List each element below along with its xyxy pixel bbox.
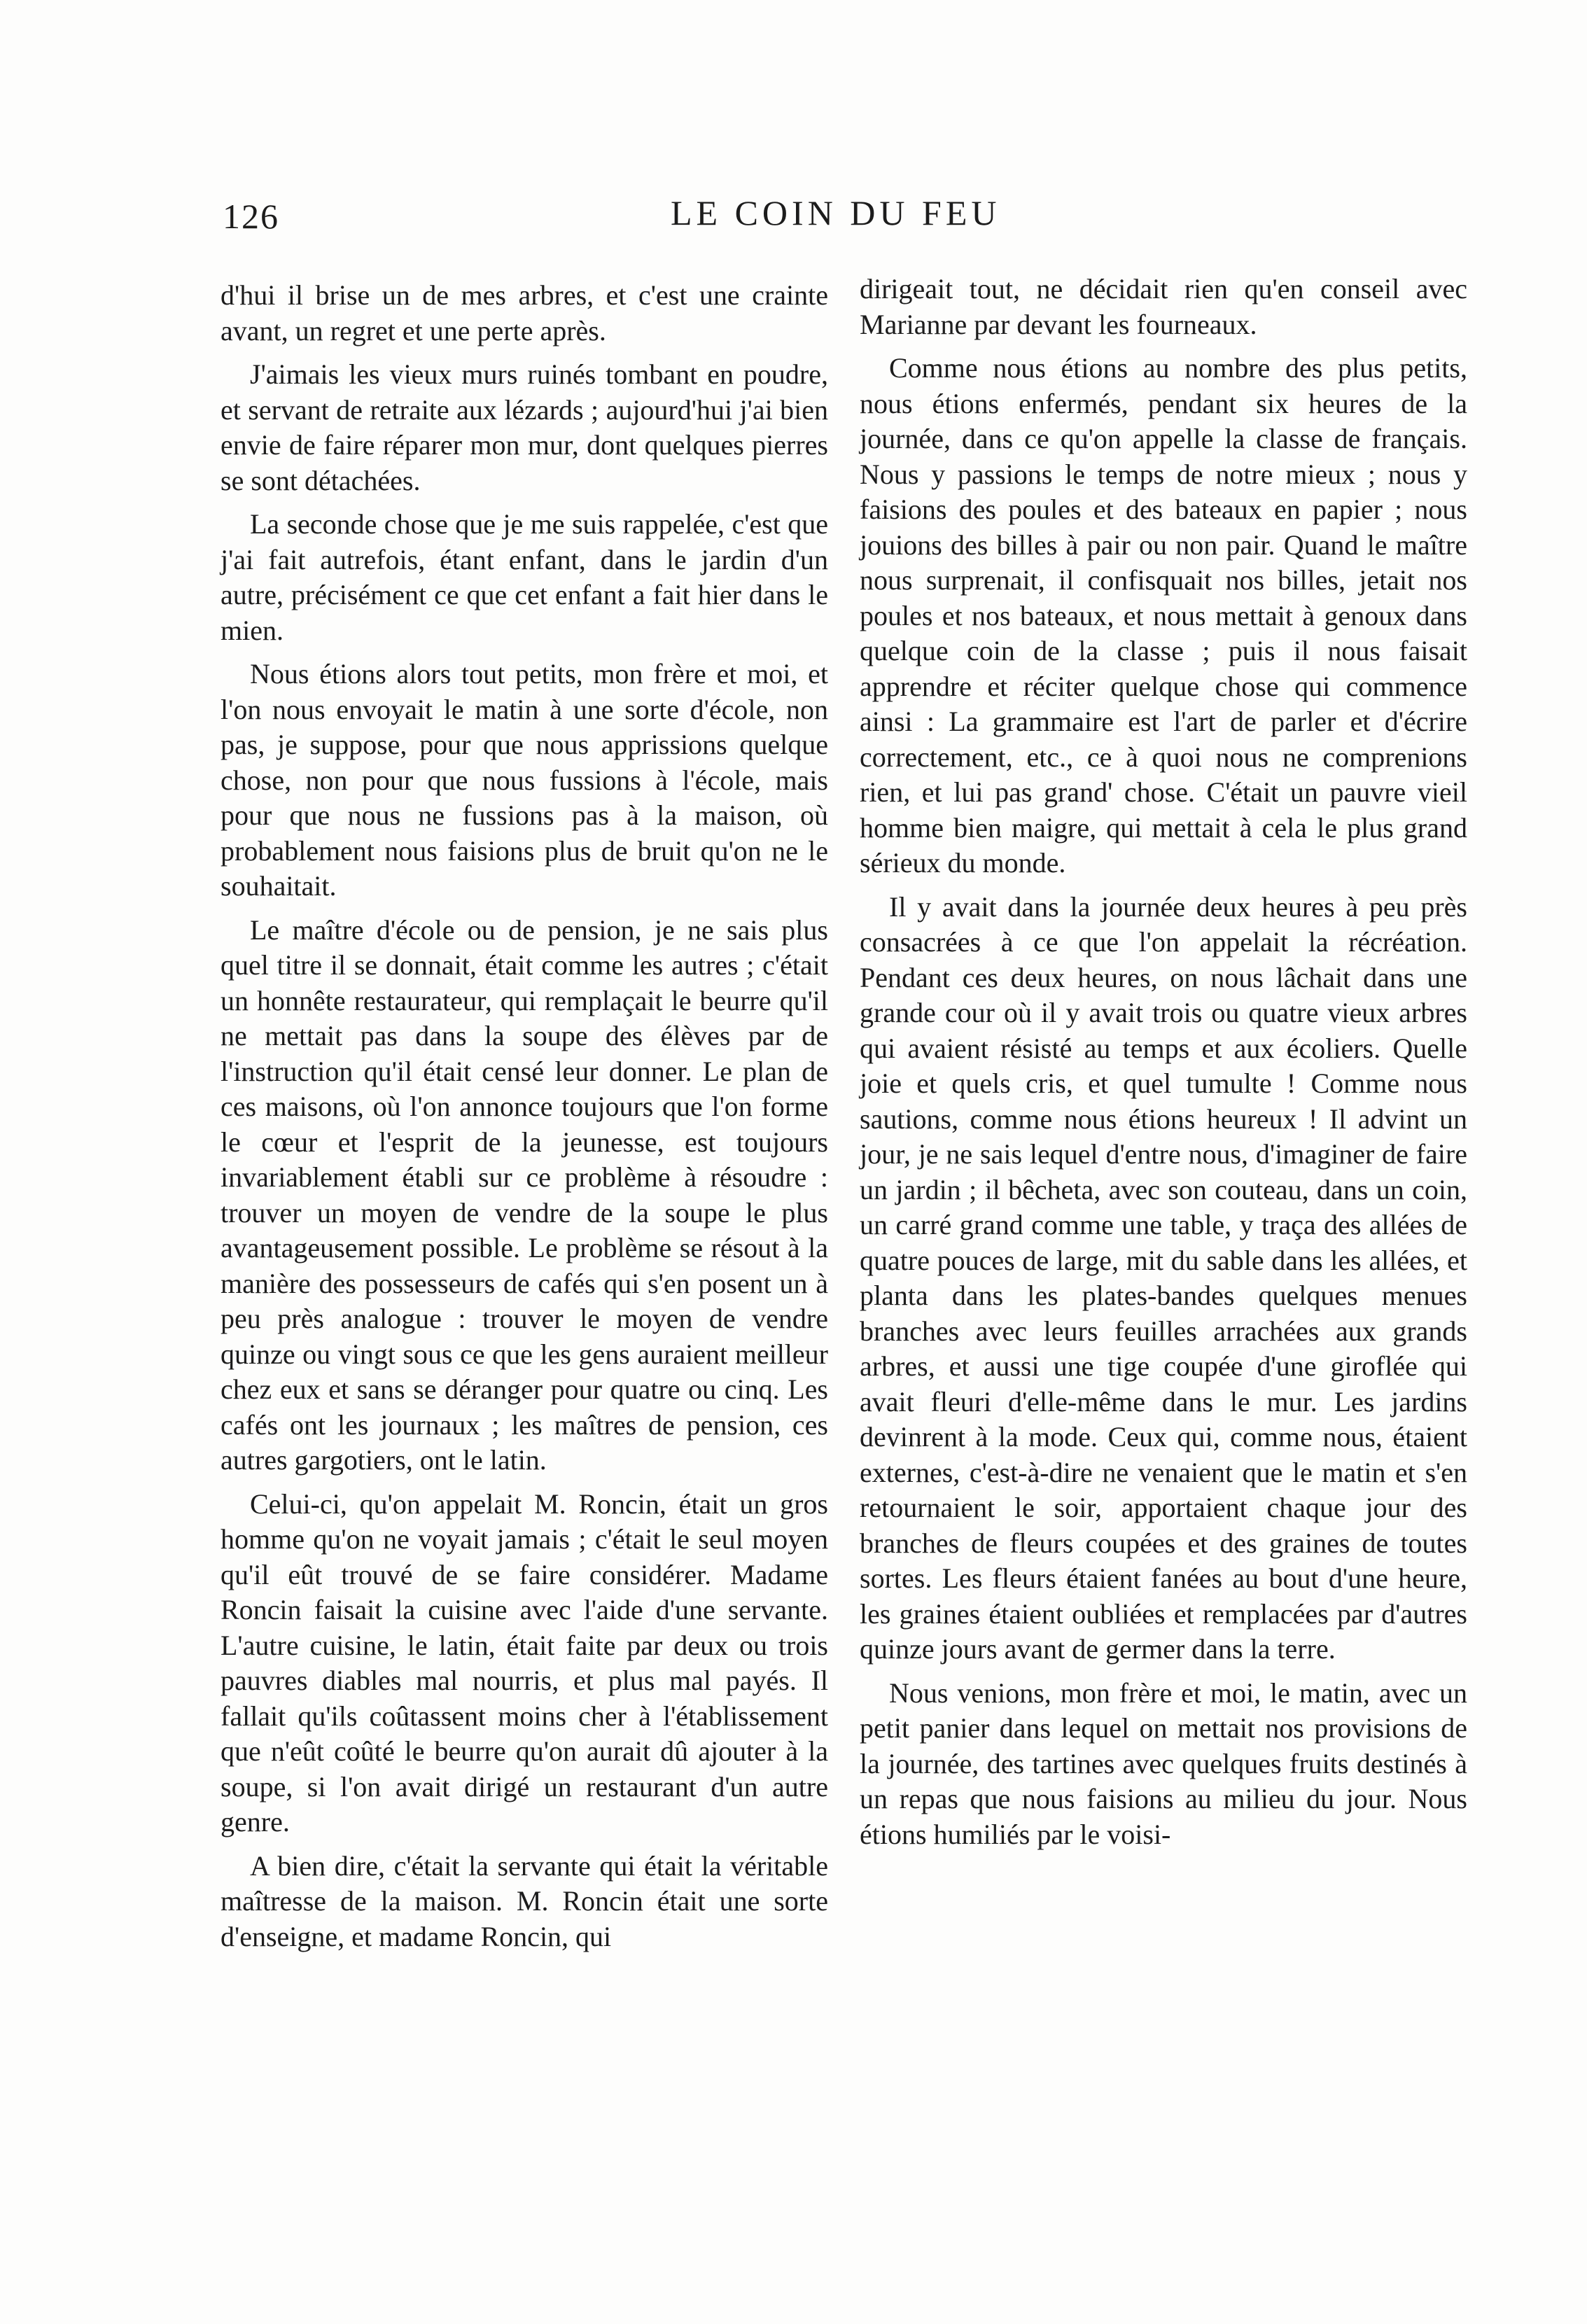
page-number: 126 — [223, 197, 279, 236]
paragraph: dirigeait tout, ne décidait rien qu'en conseil avec Marianne par devant les fourneaux. — [860, 273, 1467, 340]
paragraph: Comme nous étions au nombre des plus petits, nous étions enfermés, pendant six heures de la journée, dans ce qu'on appelle la classe de français. Nous y passions le temps de notre mieux ; nous y faisions des poules et des bateaux en papier ; nous jouions des billes à pair ou non pair. Quand le maître nous surprenait, il confisquait nos billes, jetait nos poules et nos bateaux, et nous mettait à genoux dans quelque coin de la classe ; puis il nous faisait apprendre et réciter quelque chose qui commence ainsi : La grammaire est l'art de parler et d'écrire correctement, etc., ce à quoi nous ne comprenions rien, et lui pas grand' chose. C'était un pauvre vieil homme bien maigre, qui mettait à cela le plus grand sérieux du monde. — [860, 352, 1467, 878]
paragraph: J'aimais les vieux murs ruinés tombant en poudre, et servant de retraite aux lézards ; aujourd'hui j'ai bien envie de faire réparer mon mur, dont quelques pierres se sont détachées. — [221, 358, 828, 496]
paragraph: Il y avait dans la journée deux heures à peu près consacrées à ce que l'on appelait la récréation. Pendant ces deux heures, on nous lâchait dans une grande cour où il y avait trois ou quatre vieux arbres qui avaient résisté au temps et aux écoliers. Quelle joie et quels cris, et quel tumulte ! Comme nous sautions, comme nous étions heureux ! Il advint un jour, je ne sais lequel d'entre nous, d'imaginer de faire un jardin ; il bêcheta, avec son couteau, dans un coin, un carré grand comme une table, y traça des allées de quatre pouces de large, mit du sable dans les allées, et planta dans les plates-bandes quelques menues branches avec leurs feuilles arrachées aux grands arbres, et aussi une tige coupée d'une giroflée qui avait fleuri d'elle-même dans le mur. Les jardins devinrent à la mode. Ceux qui, comme nous, étaient externes, c'est-à-dire ne venaient que le matin et s'en retournaient le soir, apportaient chaque jour des branches de fleurs coupées et des graines de toutes sortes. Les fleurs étaient fanées au bout d'une heure, les graines étaient oubliées et remplacées par d'autres quinze jours avant de germer dans la terre. — [860, 890, 1467, 1665]
paragraph: Celui-ci, qu'on appelait M. Roncin, était un gros homme qu'on ne voyait jamais ; c'était le seul moyen qu'il eût trouvé de se faire considérer. Madame Roncin faisait la cuisine avec l'aide d'une servante. L'autre cuisine, le latin, était faite par deux ou trois pauvres diables mal nourris, et plus mal payés. Il fallait qu'ils coûtassent moins cher à l'établissement que n'eût coûté le beurre qu'on aurait dû ajouter à la soupe, si l'on avait dirigé un restaurant d'un autre genre. — [221, 1488, 828, 1837]
right-column — [860, 272, 1467, 1861]
paragraph: La seconde chose que je me suis rappelée, c'est que j'ai fait autrefois, étant enfant, dans le jardin d'un autre, précisément ce que cet enfant a fait hier dans le mien. — [221, 508, 828, 646]
left-column — [221, 278, 828, 1963]
paragraph: Le maître d'école ou de pension, je ne sais plus quel titre il se donnait, était comme les autres ; c'était un honnête restaurateur, qui remplaçait le beurre qu'il ne mettait pas dans la soupe des élèves par de l'instruction qu'il était censé leur donner. Le plan de ces maisons, où l'on annonce toujours que l'on forme le cœur et l'esprit de la jeunesse, est toujours invariablement établi sur ce problème à résoudre : trouver un moyen de vendre de la soupe le plus avantageusement possible. Le problème se résout à la manière des possesseurs de cafés qui s'en posent un à peu près analogue : trouver le moyen de vendre quinze ou vingt sous ce que les gens auraient meilleur chez eux et sans se déranger pour quatre ou cinq. Les cafés ont les journaux ; les maîtres de pension, ces autres gargotiers, ont le latin. — [221, 913, 828, 1476]
paragraph: A bien dire, c'était la servante qui était la véritable maîtresse de la maison. M. Roncin était une sorte d'enseigne, et madame Roncin, qui — [221, 1849, 828, 1952]
running-title: LE COIN DU FEU — [671, 193, 1001, 232]
paragraph: d'hui il brise un de mes arbres, et c'est une crainte avant, un regret et une perte après. — [221, 279, 828, 346]
paragraph: Nous étions alors tout petits, mon frère et moi, et l'on nous envoyait le matin à une sorte d'école, non pas, je suppose, pour que nous apprissions quelque chose, non pour que nous fussions à l'école, mais pour que nous ne fussions pas à la maison, où probablement nous faisions plus de bruit qu'on ne le souhaitait. — [221, 658, 828, 902]
paragraph: Nous venions, mon frère et moi, le matin, avec un petit panier dans lequel on mettait nos provisions de la journée, des tartines avec quelques fruits destinés à un repas que nous faisions au milieu du jour. Nous étions humiliés par le voisi- — [860, 1676, 1467, 1850]
